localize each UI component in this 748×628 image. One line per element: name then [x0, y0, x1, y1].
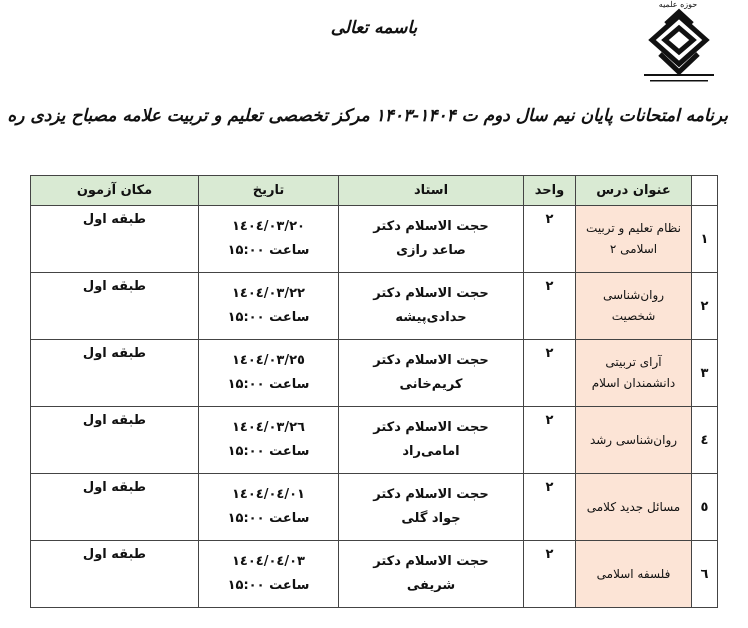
teacher-title: حجت الاسلام دکتر [373, 554, 489, 569]
course-cell [576, 340, 692, 407]
course-line-2: شخصیت [611, 309, 656, 323]
unit-cell: ۲ [524, 541, 576, 608]
teacher-name: امامی‌راد [402, 444, 460, 459]
table-row [31, 340, 718, 407]
course-header: عنوان درس [576, 176, 692, 206]
teacher-name: کریم‌خانی [399, 377, 463, 392]
date-cell [199, 541, 339, 608]
exam-time: ساعت ۱۵:۰۰ [227, 444, 310, 459]
course-line-1: روان‌شناسی [602, 288, 665, 302]
teacher-name: حدادی‌پیشه [395, 310, 467, 325]
date-cell [199, 407, 339, 474]
date-cell [199, 340, 339, 407]
unit-cell: ۲ [524, 340, 576, 407]
table-row [31, 273, 718, 340]
course-line-2: دانشمندان اسلام [591, 376, 676, 390]
course-line-2: اسلامی ۲ [609, 242, 658, 256]
teacher-name: جواد گلی [401, 511, 461, 526]
teacher-cell [339, 206, 524, 273]
place-cell: طبقه اول [31, 541, 199, 608]
teacher-title: حجت الاسلام دکتر [373, 487, 489, 502]
bismillah-heading: باسمه تعالی [330, 18, 418, 38]
teacher-cell [339, 541, 524, 608]
page-title: برنامه امتحانات پایان نیم سال دوم ت ۱۴۰۴-۱۴۰۳ مرکز تخصصی تعلیم و تربیت علامه مصباح یزدی ره [7, 106, 728, 126]
date-header: تاریخ [199, 176, 339, 206]
row-index: ۳ [692, 340, 718, 407]
table-row [31, 474, 718, 541]
row-index: ۱ [692, 206, 718, 273]
course-line-1: نظام تعلیم و تربیت [586, 221, 681, 235]
date-cell [199, 206, 339, 273]
logo-caption: حوزه علمیه [658, 0, 698, 9]
table-row [31, 541, 718, 608]
course-line-1: فلسفه اسلامی [596, 566, 671, 581]
exam-date: ۱٤٠٤/٠٣/٢٠ [232, 219, 305, 234]
teacher-title: حجت الاسلام دکتر [373, 420, 489, 435]
place-cell: طبقه اول [31, 206, 199, 273]
teacher-cell [339, 474, 524, 541]
teacher-name: صاعد رازی [396, 243, 466, 258]
row-index: ۲ [692, 273, 718, 340]
unit-cell: ۲ [524, 407, 576, 474]
place-header: مکان آزمون [31, 176, 199, 206]
teacher-title: حجت الاسلام دکتر [373, 286, 489, 301]
teacher-title: حجت الاسلام دکتر [373, 353, 489, 368]
exam-date: ۱٤٠٤/٠٣/٢٥ [232, 353, 305, 368]
row-index: ٤ [692, 407, 718, 474]
place-cell: طبقه اول [31, 474, 199, 541]
course-line-1: مسائل جدید کلامی [586, 499, 681, 514]
table-row [31, 407, 718, 474]
date-cell [199, 474, 339, 541]
teacher-cell [339, 340, 524, 407]
teacher-cell [339, 273, 524, 340]
course-cell [576, 407, 692, 474]
exam-date: ۱٤٠٤/٠٣/٢٦ [232, 420, 305, 435]
row-index: ٦ [692, 541, 718, 608]
exam-time: ساعت ۱۵:۰۰ [227, 511, 310, 526]
place-cell: طبقه اول [31, 340, 199, 407]
exam-date: ۱٤٠٤/٠٤/٠١ [232, 487, 305, 502]
institute-logo-icon [636, 4, 722, 94]
exam-date: ۱٤٠٤/٠٣/٢٢ [232, 286, 305, 301]
unit-cell: ۲ [524, 206, 576, 273]
teacher-cell [339, 407, 524, 474]
unit-header: واحد [524, 176, 576, 206]
exam-date: ۱٤٠٤/٠٤/٠٣ [232, 554, 305, 569]
exam-time: ساعت ۱۵:۰۰ [227, 310, 310, 325]
course-cell [576, 206, 692, 273]
course-line-1: روان‌شناسی رشد [589, 432, 678, 447]
teacher-name: شریفی [406, 578, 456, 593]
course-cell [576, 541, 692, 608]
teacher-title: حجت الاسلام دکتر [373, 219, 489, 234]
course-cell [576, 474, 692, 541]
unit-cell: ۲ [524, 273, 576, 340]
teacher-header: استاد [339, 176, 524, 206]
course-line-1: آرای تربیتی [605, 355, 662, 369]
exam-time: ساعت ۱۵:۰۰ [227, 243, 310, 258]
exam-schedule-table [30, 175, 718, 608]
row-index: ٥ [692, 474, 718, 541]
table-row [31, 206, 718, 273]
place-cell: طبقه اول [31, 273, 199, 340]
unit-cell: ۲ [524, 474, 576, 541]
date-cell [199, 273, 339, 340]
exam-time: ساعت ۱۵:۰۰ [227, 377, 310, 392]
index-header [692, 176, 718, 206]
course-cell [576, 273, 692, 340]
table-header-row [31, 176, 718, 206]
place-cell: طبقه اول [31, 407, 199, 474]
exam-time: ساعت ۱۵:۰۰ [227, 578, 310, 593]
